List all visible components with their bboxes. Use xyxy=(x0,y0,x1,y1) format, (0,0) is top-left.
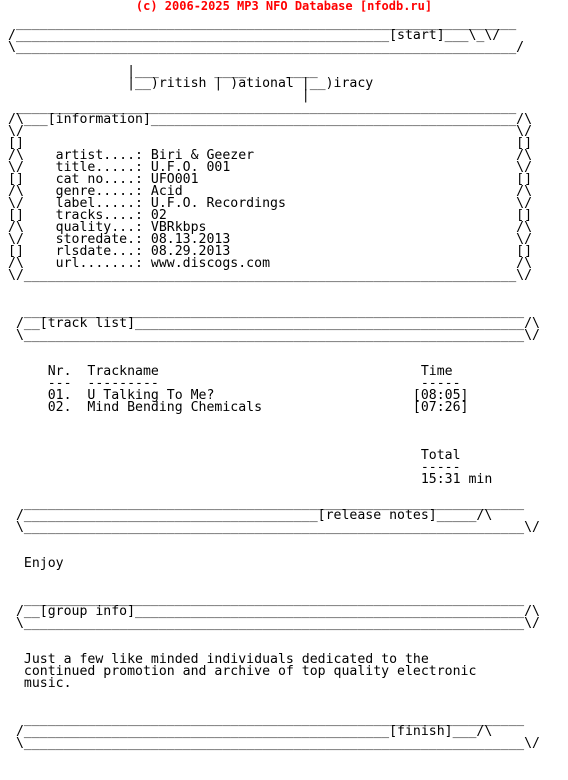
nfo-text: _______________________________________________________________ /_______________________________________________[start]___\_\/ \_______________________________________________________________/ |___ ____ ____ |__)ritish | )ational |__)iracy | _______________________________________________________________ /\___[information]______________________________________________/\ \/ \/ [] [] /\ artist....: Biri & Geezer /\ \/ title.....: U.F.O. 001 \/ [] cat no....: UFO001 [] /\ genre.....: Acid /\ \/ label.....: U.F.O. Recordings \/ [] tracks....: 02 [] /\ quality...: VBRkbps /\ \/ storedate.: 08.13.2013 \/ [] rlsdate...: 08.29.2013 [] /\ url.......: www.discogs.com /\ \/______________________________________________________________\/ _______________________________________________________________ /__[track list]_________________________________________________/\ \_______________________________________________________________\/ Nr. Trackname Time --- --------- ----- 01. U Talking To Me? [08:05] 02. Mind Bending Chemicals [07:26] Total ----- 15:31 min _______________________________________________________________ /_____________________________________[release notes]_____/\ \_______________________________________________________________\/ Enjoy _______________________________________________________________ /__[group info]_________________________________________________/\ \_______________________________________________________________\/ Just a few like minded individuals dedicated to the continued promotion and archive of top quality electronic music. _______________________________________________________________ /______________________________________________[finish]___/\ \_______________________________________________________________\/ xyxy=(8,16,540,751)
site-header-link[interactable]: (c) 2006-2025 MP3 NFO Database [nfodb.ru] xyxy=(135,0,433,13)
